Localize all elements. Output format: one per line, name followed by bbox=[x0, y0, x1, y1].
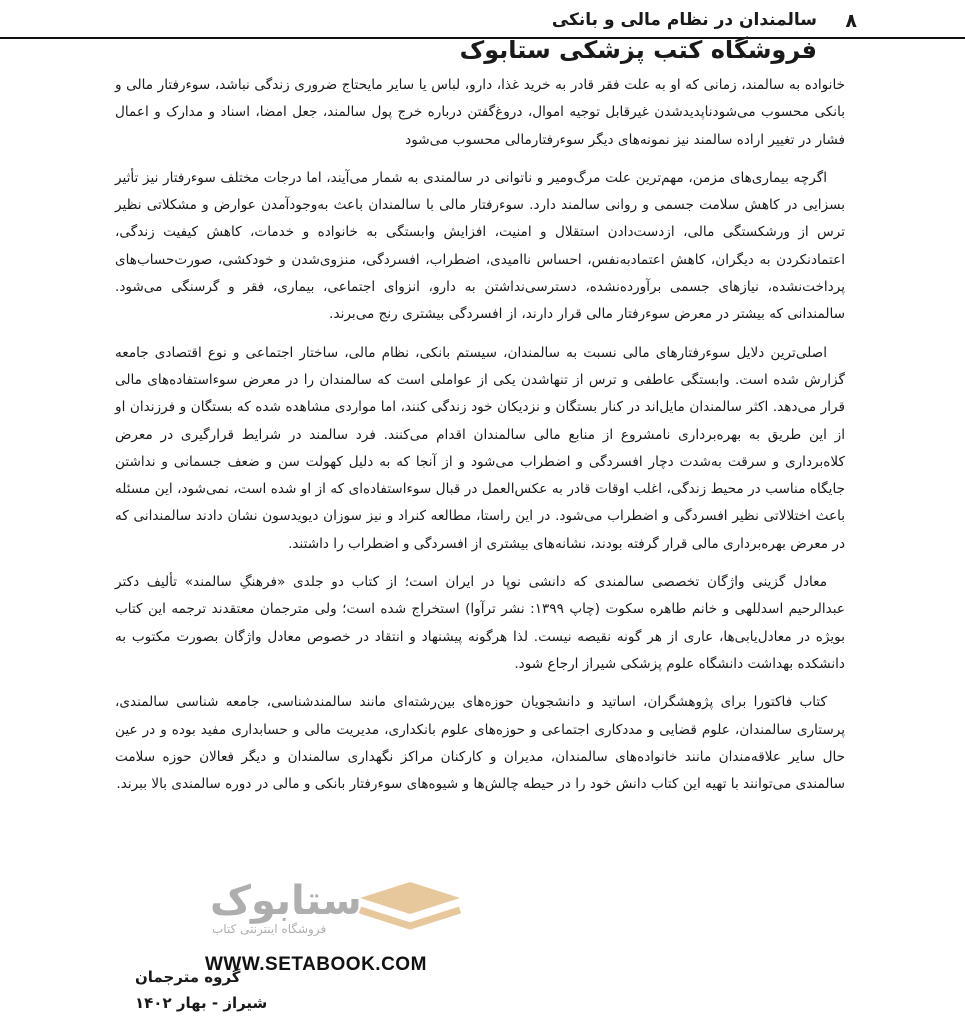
page-header bbox=[0, 8, 965, 64]
watermark-subtitle: فروشگاه اینترنتی کتاب bbox=[212, 922, 327, 936]
website-url: WWW.SETABOOK.COM bbox=[205, 954, 427, 975]
signature-group: گروه مترجمان bbox=[135, 968, 241, 986]
store-watermark bbox=[210, 878, 470, 948]
watermark-logo-text: ستابوک bbox=[210, 878, 362, 924]
running-title: سالمندان در نظام مالی و بانکی bbox=[551, 10, 817, 30]
signature-place-date: شیراز - بهار ۱۴۰۲ bbox=[135, 994, 268, 1012]
paragraph-5: کتاب فاکتورا برای پژوهشگران، اساتید و دانشجویان حوزه‌های بین‌رشته‌ای مانند سالمندشناسی، جامعه شناسی سالمندی، پرستاری سالمندان، علوم قضایی و مددکاری اجتماعی و حوزه‌های علوم بانکداری، مدیریت مالی و حسابداری مفید بوده و در عین حال سایر علاقه‌مندان مانند خانواده‌های سالمندان، مدیران و کارکنان مراکز نگهداری سالمندان و دیگر فعالان حوزه سلامت سالمندی می‌توانند با تهیه این کتاب دانش خود را در حیطه چالش‌ها و شیوه‌های سوءرفتار بانکی و مالی در دوره سالمندی بالا ببرند. bbox=[115, 694, 845, 793]
paragraph-3: اصلی‌ترین دلایل سوءرفتارهای مالی نسبت به سالمندان، سیستم بانکی، نظام مالی، ساختار اجتماعی و نوع اقتصادی جامعه گزارش شده است. وابستگی عاطفی و ترس از تنهاشدن یکی از عواملی است که سالمندان را در معرض سوءاستفاده‌های مالی قرار می‌دهد. اکثر سالمندان مایل‌اند در کنار بستگان و نزدیکان خود زندگی کنند، اما مواردی مشاهده شده که بستگان و فرزندان او از این طریق به بهره‌برداری نامشروع از منابع مالی سالمندان اقدام می‌کنند. فرد سالمند در شرایط قرارگیری در معرض کلاه‌برداری و سرقت به‌شدت دچار افسردگی و اضطراب می‌شود و از آنجا که به دلیل کهولت سن و ضعف جسمانی و نداشتن جایگاه مناسب در محیط زندگی، اغلب اوقات قادر به عکس‌العمل در قبال سوءاستفاده‌ای که از او شده است، نمی‌شود، این مسئله باعث اختلالاتی نظیر افسردگی و اضطراب می‌شود. در این راستا، مطالعه کنراد و نیز سوزان دیویدسون نشان دادند سالمندانی که در معرض بهره‌برداری مالی قرار گرفته بودند، نشانه‌های بیشتری از افسردگی و اضطراب را داشتند. bbox=[115, 344, 845, 552]
paragraph-4: معادل گزینی واژگان تخصصی سالمندی که دانشی نوپا در ایران است؛ از کتاب دو جلدی «فرهنگِ سالمند» تألیف دکتر عبدالرحیم اسدللهی و خانم طاهره سکوت (چاپ ۱۳۹۹: نشر ترآوا) استخراج شده است؛ ولی مترجمان معتقدند ترجمه این کتاب بویژه در معادل‌یابی‌ها، عاری از هر گونه نقیصه نیست. لذا هرگونه پیشنهاد و انتقاد در خصوص معادل واژگان بصورت مکتوب به دانشکده بهداشت دانشگاه علوم پزشکی شیراز ارجاع شود. bbox=[115, 574, 845, 672]
book-logo-icon bbox=[355, 880, 465, 932]
store-title: فروشگاه کتب پزشکی ستابوک bbox=[459, 36, 817, 64]
paragraph-1: خانواده به سالمند، زمانی که او به علت فقر قادر به خرید غذا، دارو، لباس یا سایر مایحتاج ضروری زندگی نباشد، سوءرفتار مالی و بانکی محسوب می‌شود‌ناپدیدشدن غیرقابل توجیه اموال، دروغ‌گفتن درباره خرج پول سالمند، جعل امضا، اسناد و مدارک و اعمال فشار در تغییر اراده سالمند نیز نمونه‌های دیگر سوءرفتارمالی محسوب می‌شود bbox=[115, 77, 845, 148]
paragraph-2: اگرچه بیماری‌های مزمن، مهم‌ترین علت مرگ‌ومیر و ناتوانی در سالمندی به شمار می‌آیند، اما درجات مختلف سوءرفتار نیز تأثیر بسزایی در کاهش سلامت جسمی و روانی سالمند دارد. سوءرفتار مالی با سالمندان باعث به‌وجودآمدن عوارض و مشکلاتی نظیر ترس از ورشکستگی مالی، ازدست‌دادن استقلال و امنیت، افزایش وابستگی به خانواده و خدمات، کاهش کیفیت زندگی، اعتمادنکردن به دیگران، کاهش اعتمادبه‌نفس، احساس ناامیدی، اضطراب، افسردگی، منزوی‌شدن و خودکشی، صورت‌حساب‌های پرداخت‌نشده، نیازهای جسمی برآورده‌نشده، دسترسی‌نداشتن به دارو، انزوای اجتماعی، بیماری، فقر و گرسنگی می‌شود. سالمندانی که بیشتر در معرض سوءرفتار مالی قرار دارند، از افسردگی بیشتری رنج می‌برند. bbox=[115, 169, 845, 323]
body-text bbox=[115, 72, 845, 809]
page-number: ۸ bbox=[845, 10, 857, 32]
